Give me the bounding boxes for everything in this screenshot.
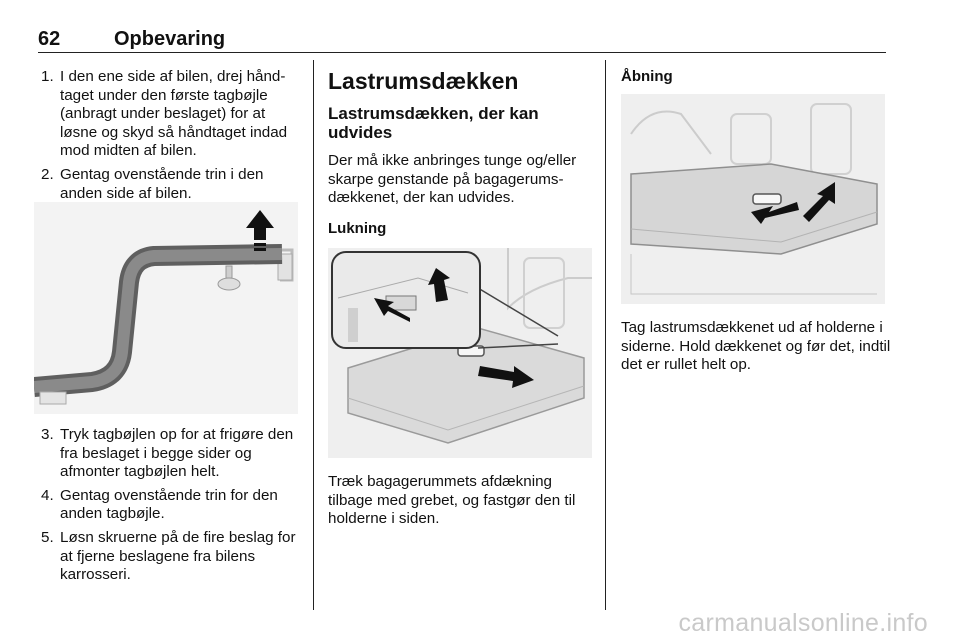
section-title: Opbevaring: [114, 28, 226, 50]
closing-text: Træk bagagerummets afdækning tilbage med grebet, og fastgør den til holderne i siden.: [328, 473, 576, 528]
section-heading: Lastrumsdækken: [328, 68, 519, 94]
page-number: 62: [38, 28, 61, 50]
column-divider-left: [313, 60, 314, 610]
list-item: [38, 426, 300, 482]
list-item: [38, 68, 300, 161]
opening-heading: Åbning: [621, 68, 673, 85]
step-text: Løsn skruerne på de fire beslag for at fjerne beslagene fra bilens karrosseri.: [60, 528, 296, 584]
step-text: I den ene side af bilen, drej hånd-taget under den første tagbøjle (anbragt under beslaget) for at løsne og skyd så håndtaget indad mod midten af bilen.: [60, 68, 288, 160]
closing-illustration: [328, 248, 592, 458]
step-number: 5.: [41, 528, 54, 546]
list-item: [38, 487, 300, 524]
closing-heading: Lukning: [328, 220, 387, 237]
step-text: Tryk tagbøjlen op for at frigøre den fra beslaget i begge sider og afmonter tagbøjlen helt.: [60, 426, 294, 481]
list-item: [38, 166, 300, 203]
steps-list-top: [38, 68, 300, 208]
column-divider-right: [605, 60, 606, 610]
opening-text: Tag lastrumsdækkenet ud af holderne i siderne. Hold dækkenet og før det, indtil det er rullet helt op.: [621, 319, 891, 374]
steps-list-bottom: [38, 426, 300, 590]
opening-illustration: [621, 94, 885, 304]
step-text: Gentag ovenstående trin i den anden side af bilen.: [60, 165, 264, 202]
step-number: 3.: [41, 426, 54, 443]
intro-text: Der må ikke anbringes tunge og/eller skarpe genstande på bagagerums-dækkenet, der kan udvides.: [328, 152, 577, 207]
page-header: [38, 22, 886, 53]
watermark: carmanualsonline.info: [678, 609, 928, 637]
step-text: Gentag ovenstående trin for den anden tagbøjle.: [60, 486, 278, 523]
subsection-heading: Lastrumsdækken, der kan udvides: [328, 104, 539, 142]
list-item: [38, 529, 300, 585]
step-number: 1.: [41, 68, 54, 85]
step-number: 2.: [41, 165, 54, 183]
roof-bar-illustration: [34, 202, 298, 414]
step-number: 4.: [41, 486, 54, 504]
